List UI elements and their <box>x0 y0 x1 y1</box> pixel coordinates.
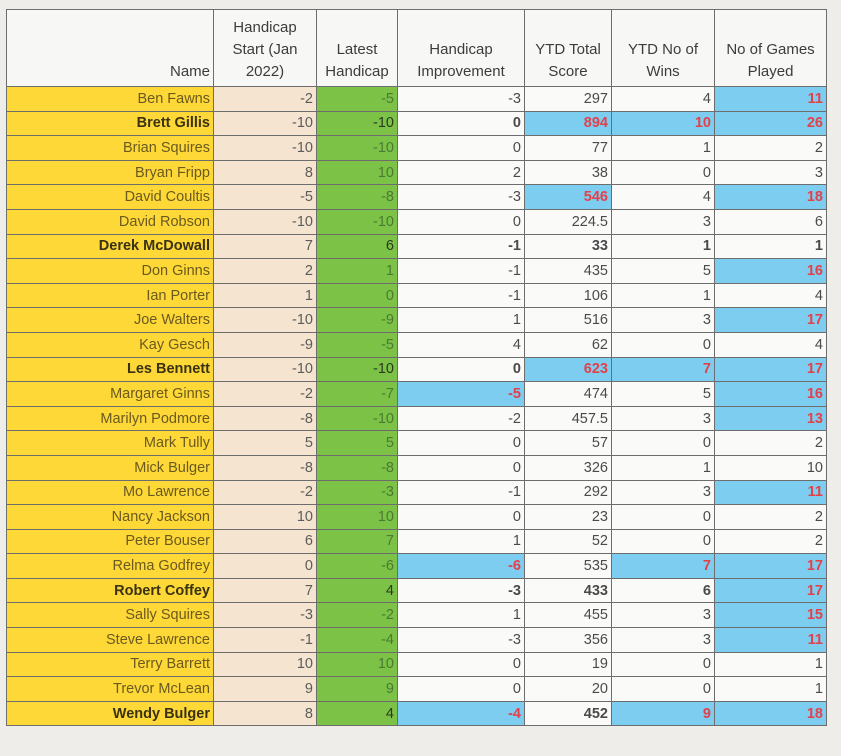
cell-games-played[interactable]: 11 <box>715 480 827 505</box>
cell-handicap-improvement[interactable]: -3 <box>398 87 525 112</box>
cell-latest-handicap[interactable]: 10 <box>317 160 398 185</box>
cell-name[interactable]: Kay Gesch <box>7 332 214 357</box>
cell-latest-handicap[interactable]: -10 <box>317 209 398 234</box>
cell-ytd-total-score[interactable]: 224.5 <box>525 209 612 234</box>
cell-handicap-improvement[interactable]: -1 <box>398 234 525 259</box>
cell-games-played[interactable]: 1 <box>715 677 827 702</box>
table-row <box>7 382 827 407</box>
cell-name[interactable]: Joe Walters <box>7 308 214 333</box>
cell-ytd-total-score[interactable]: 546 <box>525 185 612 210</box>
cell-name[interactable]: Peter Bouser <box>7 529 214 554</box>
header-name: Name <box>7 10 214 87</box>
cell-handicap-improvement[interactable]: -1 <box>398 283 525 308</box>
cell-ytd-total-score[interactable]: 57 <box>525 431 612 456</box>
cell-latest-handicap[interactable]: -5 <box>317 87 398 112</box>
cell-ytd-total-score[interactable]: 292 <box>525 480 612 505</box>
cell-ytd-total-score[interactable]: 19 <box>525 652 612 677</box>
cell-ytd-total-score[interactable]: 516 <box>525 308 612 333</box>
cell-handicap-start[interactable]: -10 <box>214 308 317 333</box>
cell-handicap-improvement[interactable]: -1 <box>398 259 525 284</box>
cell-name[interactable]: Steve Lawrence <box>7 628 214 653</box>
cell-ytd-wins[interactable]: 3 <box>612 308 715 333</box>
cell-handicap-start[interactable]: -9 <box>214 332 317 357</box>
cell-games-played[interactable]: 11 <box>715 628 827 653</box>
cell-name[interactable]: Nancy Jackson <box>7 505 214 530</box>
cell-latest-handicap[interactable]: 4 <box>317 578 398 603</box>
cell-ytd-total-score[interactable]: 455 <box>525 603 612 628</box>
cell-ytd-wins[interactable]: 3 <box>612 209 715 234</box>
cell-handicap-improvement[interactable]: 1 <box>398 603 525 628</box>
cell-latest-handicap[interactable]: -7 <box>317 382 398 407</box>
cell-latest-handicap[interactable]: 1 <box>317 259 398 284</box>
cell-latest-handicap[interactable]: -10 <box>317 111 398 136</box>
cell-games-played[interactable]: 3 <box>715 160 827 185</box>
cell-handicap-start[interactable]: -5 <box>214 185 317 210</box>
cell-ytd-wins[interactable]: 1 <box>612 136 715 161</box>
cell-handicap-improvement[interactable]: 1 <box>398 308 525 333</box>
cell-games-played[interactable]: 4 <box>715 332 827 357</box>
cell-handicap-improvement[interactable]: 1 <box>398 529 525 554</box>
cell-name[interactable]: Robert Coffey <box>7 578 214 603</box>
cell-ytd-wins[interactable]: 6 <box>612 578 715 603</box>
table-row <box>7 357 827 382</box>
cell-handicap-improvement[interactable]: -4 <box>398 701 525 726</box>
cell-handicap-improvement[interactable]: 0 <box>398 505 525 530</box>
cell-handicap-start[interactable]: 7 <box>214 578 317 603</box>
cell-handicap-start[interactable]: -3 <box>214 603 317 628</box>
cell-handicap-start[interactable]: 2 <box>214 259 317 284</box>
cell-ytd-total-score[interactable]: 52 <box>525 529 612 554</box>
cell-games-played[interactable]: 6 <box>715 209 827 234</box>
cell-handicap-improvement[interactable]: -3 <box>398 578 525 603</box>
cell-latest-handicap[interactable]: -5 <box>317 332 398 357</box>
table-row <box>7 209 827 234</box>
table-row <box>7 87 827 112</box>
cell-games-played[interactable]: 4 <box>715 283 827 308</box>
cell-name[interactable]: Relma Godfrey <box>7 554 214 579</box>
table-row <box>7 259 827 284</box>
cell-ytd-wins[interactable]: 0 <box>612 431 715 456</box>
cell-handicap-start[interactable]: 10 <box>214 652 317 677</box>
cell-ytd-total-score[interactable]: 23 <box>525 505 612 530</box>
cell-latest-handicap[interactable]: 6 <box>317 234 398 259</box>
cell-handicap-start[interactable]: 8 <box>214 160 317 185</box>
header-row <box>7 10 827 87</box>
cell-handicap-start[interactable]: -8 <box>214 406 317 431</box>
cell-games-played[interactable]: 1 <box>715 234 827 259</box>
cell-name[interactable]: Mark Tully <box>7 431 214 456</box>
cell-name[interactable]: Les Bennett <box>7 357 214 382</box>
cell-games-played[interactable]: 2 <box>715 136 827 161</box>
table-row <box>7 308 827 333</box>
cell-latest-handicap[interactable]: 0 <box>317 283 398 308</box>
cell-name[interactable]: Don Ginns <box>7 259 214 284</box>
cell-ytd-wins[interactable]: 0 <box>612 332 715 357</box>
cell-games-played[interactable]: 17 <box>715 357 827 382</box>
cell-ytd-wins[interactable]: 9 <box>612 701 715 726</box>
cell-name[interactable]: Sally Squires <box>7 603 214 628</box>
cell-ytd-total-score[interactable]: 457.5 <box>525 406 612 431</box>
cell-name[interactable]: Brett Gillis <box>7 111 214 136</box>
cell-ytd-total-score[interactable]: 77 <box>525 136 612 161</box>
cell-ytd-total-score[interactable]: 894 <box>525 111 612 136</box>
cell-handicap-start[interactable]: -2 <box>214 87 317 112</box>
cell-ytd-total-score[interactable]: 297 <box>525 87 612 112</box>
cell-latest-handicap[interactable]: -2 <box>317 603 398 628</box>
cell-ytd-total-score[interactable]: 435 <box>525 259 612 284</box>
cell-ytd-wins[interactable]: 5 <box>612 259 715 284</box>
cell-handicap-improvement[interactable]: 4 <box>398 332 525 357</box>
cell-latest-handicap[interactable]: 9 <box>317 677 398 702</box>
header-latest-handicap: Latest Handicap <box>317 10 398 87</box>
cell-latest-handicap[interactable]: -10 <box>317 357 398 382</box>
cell-latest-handicap[interactable]: -8 <box>317 455 398 480</box>
header-ytd-total-score: YTD Total Score <box>525 10 612 87</box>
cell-name[interactable]: Brian Squires <box>7 136 214 161</box>
cell-ytd-total-score[interactable]: 623 <box>525 357 612 382</box>
table-row <box>7 185 827 210</box>
cell-ytd-total-score[interactable]: 356 <box>525 628 612 653</box>
handicap-table <box>6 9 827 726</box>
cell-ytd-wins[interactable]: 3 <box>612 480 715 505</box>
cell-games-played[interactable]: 16 <box>715 259 827 284</box>
cell-handicap-improvement[interactable]: 0 <box>398 209 525 234</box>
cell-games-played[interactable]: 15 <box>715 603 827 628</box>
cell-ytd-total-score[interactable]: 433 <box>525 578 612 603</box>
cell-handicap-start[interactable]: -10 <box>214 111 317 136</box>
cell-ytd-wins[interactable]: 3 <box>612 603 715 628</box>
cell-handicap-start[interactable]: -10 <box>214 209 317 234</box>
cell-ytd-total-score[interactable]: 452 <box>525 701 612 726</box>
cell-name[interactable]: Wendy Bulger <box>7 701 214 726</box>
table-row <box>7 701 827 726</box>
cell-handicap-start[interactable]: 8 <box>214 701 317 726</box>
cell-ytd-wins[interactable]: 4 <box>612 87 715 112</box>
cell-ytd-total-score[interactable]: 38 <box>525 160 612 185</box>
cell-ytd-total-score[interactable]: 474 <box>525 382 612 407</box>
cell-name[interactable]: Ben Fawns <box>7 87 214 112</box>
header-ytd-wins: YTD No of Wins <box>612 10 715 87</box>
header-handicap-start: Handicap Start (Jan 2022) <box>214 10 317 87</box>
table-row <box>7 455 827 480</box>
cell-ytd-wins[interactable]: 0 <box>612 529 715 554</box>
table-row <box>7 406 827 431</box>
table-row <box>7 234 827 259</box>
cell-name[interactable]: David Robson <box>7 209 214 234</box>
cell-latest-handicap[interactable]: 7 <box>317 529 398 554</box>
cell-ytd-wins[interactable]: 0 <box>612 677 715 702</box>
cell-handicap-start[interactable]: 7 <box>214 234 317 259</box>
cell-ytd-wins[interactable]: 1 <box>612 234 715 259</box>
cell-name[interactable]: Bryan Fripp <box>7 160 214 185</box>
cell-name[interactable]: Terry Barrett <box>7 652 214 677</box>
cell-ytd-wins[interactable]: 0 <box>612 652 715 677</box>
cell-handicap-start[interactable]: 9 <box>214 677 317 702</box>
cell-handicap-start[interactable]: -8 <box>214 455 317 480</box>
cell-ytd-wins[interactable]: 7 <box>612 554 715 579</box>
cell-ytd-wins[interactable]: 1 <box>612 283 715 308</box>
cell-games-played[interactable]: 17 <box>715 578 827 603</box>
cell-games-played[interactable]: 18 <box>715 185 827 210</box>
cell-ytd-wins[interactable]: 3 <box>612 406 715 431</box>
cell-name[interactable]: Derek McDowall <box>7 234 214 259</box>
cell-handicap-start[interactable]: -10 <box>214 136 317 161</box>
cell-ytd-wins[interactable]: 1 <box>612 455 715 480</box>
cell-handicap-start[interactable]: -2 <box>214 480 317 505</box>
cell-latest-handicap[interactable]: 4 <box>317 701 398 726</box>
cell-ytd-total-score[interactable]: 326 <box>525 455 612 480</box>
table-row <box>7 480 827 505</box>
cell-handicap-improvement[interactable]: -1 <box>398 480 525 505</box>
cell-handicap-start[interactable]: -2 <box>214 382 317 407</box>
cell-latest-handicap[interactable]: -4 <box>317 628 398 653</box>
cell-handicap-improvement[interactable]: 0 <box>398 431 525 456</box>
cell-handicap-improvement[interactable]: -3 <box>398 628 525 653</box>
cell-ytd-wins[interactable]: 3 <box>612 628 715 653</box>
cell-ytd-total-score[interactable]: 535 <box>525 554 612 579</box>
cell-handicap-improvement[interactable]: -2 <box>398 406 525 431</box>
cell-latest-handicap[interactable]: -10 <box>317 406 398 431</box>
cell-latest-handicap[interactable]: -3 <box>317 480 398 505</box>
cell-name[interactable]: Ian Porter <box>7 283 214 308</box>
table-row <box>7 554 827 579</box>
cell-ytd-total-score[interactable]: 33 <box>525 234 612 259</box>
cell-handicap-start[interactable]: -1 <box>214 628 317 653</box>
table-row <box>7 652 827 677</box>
cell-ytd-wins[interactable]: 0 <box>612 505 715 530</box>
cell-ytd-wins[interactable]: 10 <box>612 111 715 136</box>
table-row <box>7 332 827 357</box>
cell-name[interactable]: Trevor McLean <box>7 677 214 702</box>
table-row <box>7 505 827 530</box>
table-row <box>7 431 827 456</box>
cell-handicap-improvement[interactable]: -6 <box>398 554 525 579</box>
cell-games-played[interactable]: 1 <box>715 652 827 677</box>
header-handicap-improvement: Handicap Improvement <box>398 10 525 87</box>
cell-handicap-improvement[interactable]: 0 <box>398 652 525 677</box>
cell-ytd-total-score[interactable]: 20 <box>525 677 612 702</box>
cell-games-played[interactable]: 16 <box>715 382 827 407</box>
cell-handicap-improvement[interactable]: 0 <box>398 111 525 136</box>
cell-handicap-improvement[interactable]: 0 <box>398 455 525 480</box>
table-row <box>7 529 827 554</box>
cell-ytd-total-score[interactable]: 62 <box>525 332 612 357</box>
cell-games-played[interactable]: 2 <box>715 529 827 554</box>
cell-games-played[interactable]: 10 <box>715 455 827 480</box>
cell-games-played[interactable]: 11 <box>715 87 827 112</box>
cell-latest-handicap[interactable]: -8 <box>317 185 398 210</box>
cell-games-played[interactable]: 17 <box>715 554 827 579</box>
cell-games-played[interactable]: 18 <box>715 701 827 726</box>
cell-ytd-wins[interactable]: 5 <box>612 382 715 407</box>
cell-ytd-wins[interactable]: 7 <box>612 357 715 382</box>
cell-handicap-improvement[interactable]: -3 <box>398 185 525 210</box>
cell-latest-handicap[interactable]: 5 <box>317 431 398 456</box>
cell-name[interactable]: David Coultis <box>7 185 214 210</box>
cell-name[interactable]: Margaret Ginns <box>7 382 214 407</box>
cell-handicap-improvement[interactable]: -5 <box>398 382 525 407</box>
table-row <box>7 628 827 653</box>
cell-latest-handicap[interactable]: 10 <box>317 652 398 677</box>
cell-ytd-wins[interactable]: 0 <box>612 160 715 185</box>
cell-name[interactable]: Marilyn Podmore <box>7 406 214 431</box>
table-row <box>7 603 827 628</box>
cell-ytd-total-score[interactable]: 106 <box>525 283 612 308</box>
table-row <box>7 111 827 136</box>
cell-latest-handicap[interactable]: -6 <box>317 554 398 579</box>
cell-name[interactable]: Mo Lawrence <box>7 480 214 505</box>
cell-games-played[interactable]: 17 <box>715 308 827 333</box>
cell-ytd-wins[interactable]: 4 <box>612 185 715 210</box>
cell-latest-handicap[interactable]: -10 <box>317 136 398 161</box>
cell-handicap-improvement[interactable]: 0 <box>398 136 525 161</box>
cell-handicap-start[interactable]: 5 <box>214 431 317 456</box>
cell-handicap-start[interactable]: 10 <box>214 505 317 530</box>
cell-games-played[interactable]: 2 <box>715 505 827 530</box>
cell-latest-handicap[interactable]: -9 <box>317 308 398 333</box>
cell-name[interactable]: Mick Bulger <box>7 455 214 480</box>
cell-handicap-improvement[interactable]: 2 <box>398 160 525 185</box>
cell-handicap-start[interactable]: 6 <box>214 529 317 554</box>
cell-games-played[interactable]: 13 <box>715 406 827 431</box>
cell-handicap-start[interactable]: 0 <box>214 554 317 579</box>
cell-latest-handicap[interactable]: 10 <box>317 505 398 530</box>
header-games-played: No of Games Played <box>715 10 827 87</box>
cell-handicap-improvement[interactable]: 0 <box>398 677 525 702</box>
cell-handicap-start[interactable]: 1 <box>214 283 317 308</box>
table-row <box>7 160 827 185</box>
cell-games-played[interactable]: 2 <box>715 431 827 456</box>
cell-handicap-start[interactable]: -10 <box>214 357 317 382</box>
table-row <box>7 578 827 603</box>
table-row <box>7 283 827 308</box>
cell-handicap-improvement[interactable]: 0 <box>398 357 525 382</box>
table-row <box>7 136 827 161</box>
cell-games-played[interactable]: 26 <box>715 111 827 136</box>
table-row <box>7 677 827 702</box>
